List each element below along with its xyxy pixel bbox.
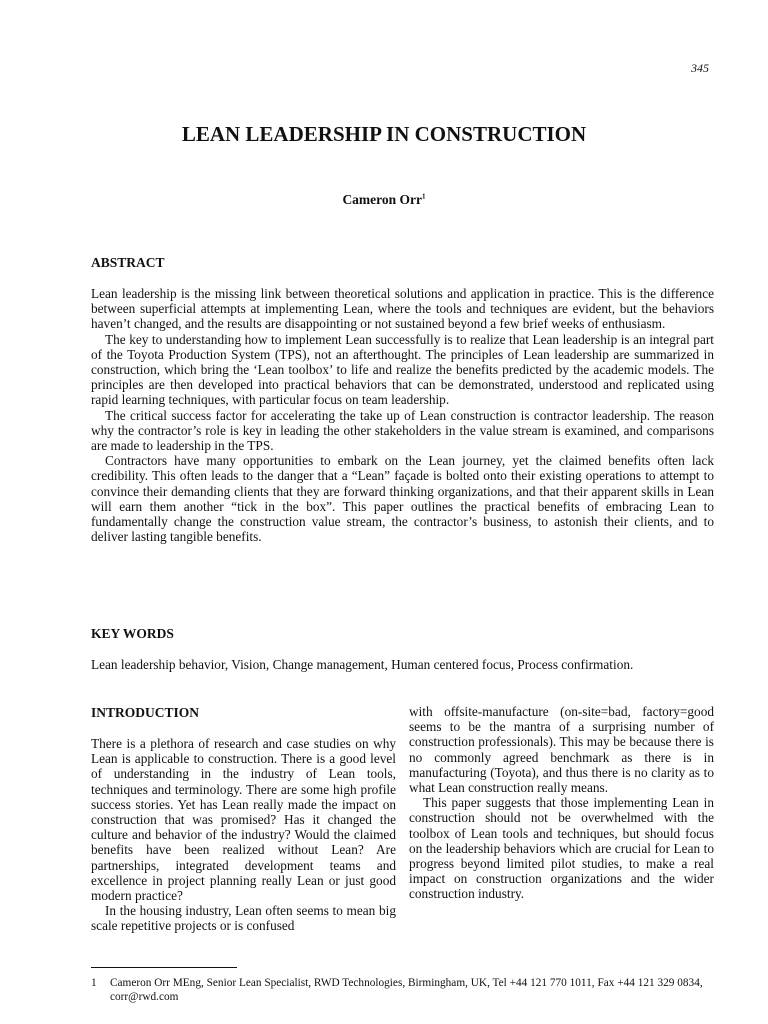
introduction-paragraph: There is a plethora of research and case studies on why Lean is applicable to construction. There is a good level of understanding in the industry of Lean tools, techniques and terminology. There are some high profile success stories. Yet has Lean really made the impact on construction that was promised? Has it changed the culture and behavior of the industry? Would the claimed benefits have been realized without Lean? Are partnerships, integrated development teams and excellence in project planning really Lean or just good modern practice?	[91, 736, 396, 904]
footnote-mark: 1	[91, 977, 97, 989]
footnote	[91, 977, 714, 1004]
abstract-paragraph: Lean leadership is the missing link between theoretical solutions and application in practice. This is the difference between superficial attempts at implementing Lean, where the tools and techniques are evident, but the behaviors haven’t changed, and the results are disappointing or not sustained beyond a few brief weeks of enthusiasm.	[91, 286, 714, 332]
introduction-right-column	[409, 704, 714, 902]
introduction-left-column	[91, 736, 396, 934]
abstract-body	[91, 286, 714, 544]
keywords-heading: KEY WORDS	[91, 626, 174, 641]
introduction-paragraph: with offsite-manufacture (on-site=bad, factory=good seems to be the mantra of a surprising number of construction professionals). This may be because there is no commonly agreed benchmark as there is in manufacturing (Toyota), and thus there is no clarity as to what Lean construction really means.	[409, 704, 714, 796]
author-name: Cameron Orr	[342, 192, 423, 207]
author-line	[0, 192, 768, 208]
footnote-text: Cameron Orr MEng, Senior Lean Specialist, RWD Technologies, Birmingham, UK, Tel +44 121 770 1011, Fax +44 121 329 0834, corr@rwd.com	[110, 977, 703, 1003]
abstract-heading: ABSTRACT	[91, 255, 165, 270]
abstract-paragraph: Contractors have many opportunities to embark on the Lean journey, yet the claimed benefits often lack credibility. This often leads to the danger that a “Lean” façade is bolted onto their existing operations to attempt to convince their demanding clients that they are forward thinking organizations, and that their apparent skills in Lean will earn them another “tick in the box”. This paper outlines the practical benefits of embracing Lean to fundamentally change the construction value stream, the contractor’s business, to astonish their clients, and to deliver lasting tangible benefits.	[91, 453, 714, 545]
paper-title: LEAN LEADERSHIP IN CONSTRUCTION	[181, 122, 587, 146]
introduction-paragraph: In the housing industry, Lean often seems to mean big scale repetitive projects or is confused	[91, 903, 396, 934]
keywords-text: Lean leadership behavior, Vision, Change management, Human centered focus, Process confirmation.	[91, 657, 634, 672]
author-footnote-mark: 1	[422, 192, 426, 201]
introduction-heading: INTRODUCTION	[91, 705, 200, 720]
abstract-paragraph: The key to understanding how to implement Lean successfully is to realize that Lean leadership is an integral part of the Toyota Production System (TPS), not an afterthought. The principles of Lean leadership are summarized in construction, which bring the ‘Lean toolbox’ to life and realize the benefits predicted by the academic models. The principles are then developed into practical behaviors that can be demonstrated, understood and replicated using rapid learning techniques, with particular focus on team leadership.	[91, 331, 714, 408]
footnote-divider	[91, 967, 237, 968]
keywords-body	[91, 657, 714, 672]
abstract-paragraph: The critical success factor for accelerating the take up of Lean construction is contractor leadership. The reason why the contractor’s role is key in leading the other stakeholders in the value stream is examined, and comparisons are made to leadership in the TPS.	[91, 407, 714, 454]
introduction-paragraph: This paper suggests that those implementing Lean in construction should not be overwhelmed with the toolbox of Lean tools and techniques, but should focus on the leadership behaviors which are crucial for Lean to progress beyond limited pilot studies, to make a real impact on construction organizations and the wider construction industry.	[409, 795, 714, 902]
page-number: 345	[691, 61, 709, 75]
